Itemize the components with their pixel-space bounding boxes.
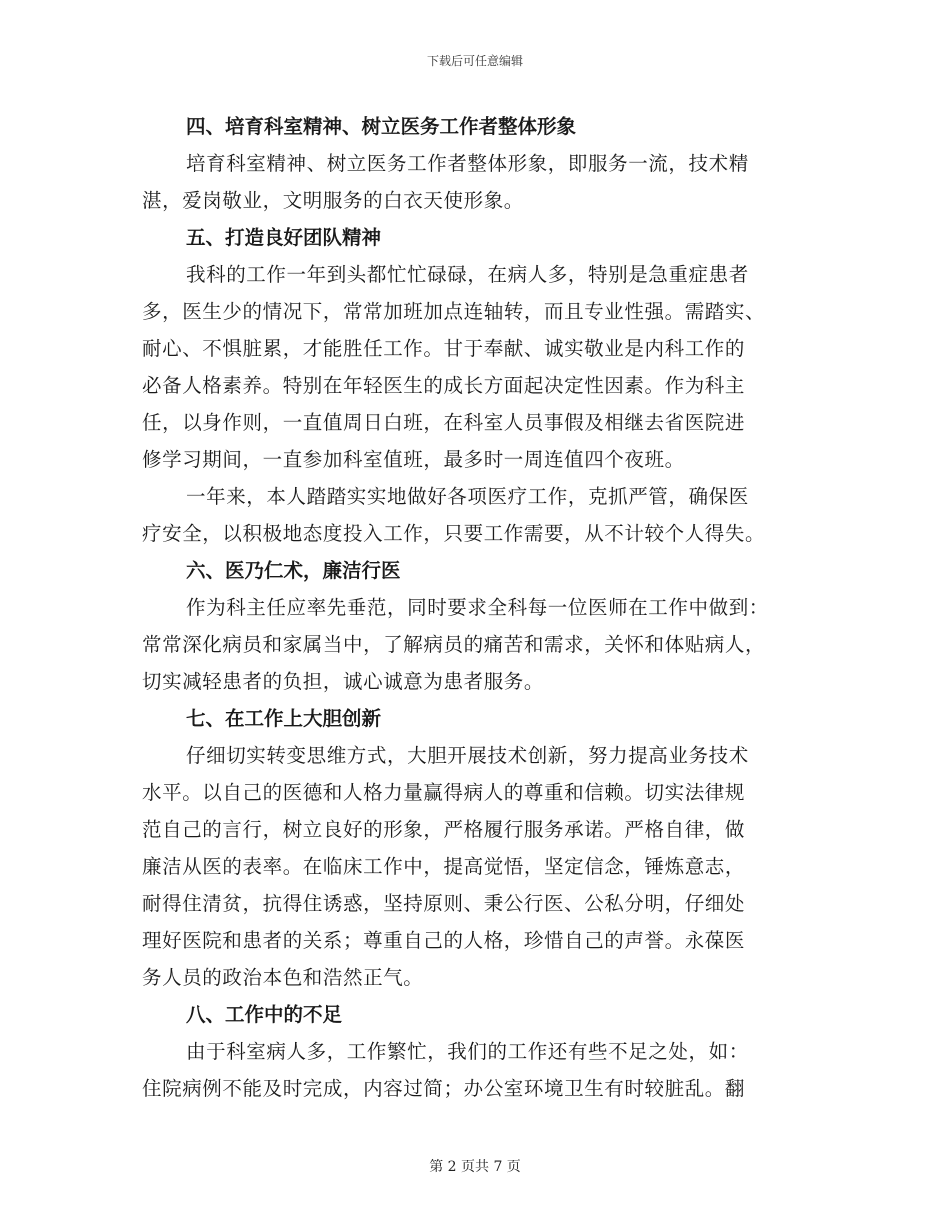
text-line: 耐心、不惧脏累，才能胜任工作。甘于奉献、诚实敬业是内科工作的: [142, 337, 746, 360]
paragraph: [142, 478, 802, 552]
text-line: 疗安全，以积极地态度投入工作，只要工作需要，从不计较个人得失。: [142, 522, 766, 545]
text-line: 培育科室精神、树立医务工作者整体形象，即服务一流，技术精: [186, 152, 749, 175]
text-line: 务人员的政治本色和浩然正气。: [142, 966, 424, 989]
text-line: 耐得住清贫，抗得住诱惑，坚持原则、秉公行医、公私分明，仔细处: [142, 892, 746, 915]
text-line: 由于科室病人多，工作繁忙，我们的工作还有些不足之处，如：: [186, 1040, 749, 1063]
section-heading: 四、培育科室精神、树立医务工作者整体形象: [186, 115, 577, 138]
text-line: 一年来，本人踏踏实实地做好各项医疗工作，克抓严管，确保医: [186, 485, 749, 508]
section-heading: 七、在工作上大胆创新: [186, 707, 382, 730]
section-heading: 五、打造良好团队精神: [186, 226, 382, 249]
header-note: 下载后可任意编辑: [426, 54, 523, 68]
text-line: 我科的工作一年到头都忙忙碌碌，在病人多，特别是急重症患者: [186, 263, 749, 286]
section-heading: 六、医乃仁术，廉洁行医: [186, 559, 401, 582]
text-line: 修学习期间，一直参加科室值班，最多时一周连值四个夜班。: [142, 448, 685, 471]
paragraph: [142, 737, 802, 996]
text-line: 常常深化病员和家属当中，了解病员的痛苦和需求，关怀和体贴病人，: [142, 633, 766, 656]
text-line: 理好医院和患者的关系；尊重自己的人格，珍惜自己的声誉。永葆医: [142, 929, 746, 952]
text-line: 湛，爱岗敬业，文明服务的白衣天使形象。: [142, 189, 524, 212]
text-line: 水平。以自己的医德和人格力量赢得病人的尊重和信赖。切实法律规: [142, 781, 746, 804]
paragraph: [142, 145, 802, 219]
paragraph: [142, 256, 802, 478]
text-line: 仔细切实转变思维方式，大胆开展技术创新，努力提高业务技术: [186, 744, 749, 767]
text-line: 廉洁从医的表率。在临床工作中，提高觉悟，坚定信念，锤炼意志，: [142, 855, 746, 878]
paragraph: [142, 589, 802, 700]
text-line: 作为科主任应率先垂范，同时要求全科每一位医师在工作中做到：: [186, 596, 769, 619]
document-body: [142, 108, 802, 1107]
page-number: 第 2 页共 7 页: [429, 1159, 521, 1175]
text-line: 住院病例不能及时完成，内容过简；办公室环境卫生有时较脏乱。翻: [142, 1077, 746, 1100]
paragraph: [142, 1033, 802, 1107]
text-line: 切实减轻患者的负担，诚心诚意为患者服务。: [142, 670, 545, 693]
text-line: 范自己的言行，树立良好的形象，严格履行服务承诺。严格自律，做: [142, 818, 746, 841]
text-line: 必备人格素养。特别在年轻医生的成长方面起决定性因素。作为科主: [142, 374, 746, 397]
text-line: 多，医生少的情况下，常常加班加点连轴转，而且专业性强。需踏实、: [142, 300, 766, 323]
section-heading: 八、工作中的不足: [186, 1003, 343, 1026]
text-line: 任，以身作则，一直值周日白班，在科室人员事假及相继去省医院进: [142, 411, 746, 434]
